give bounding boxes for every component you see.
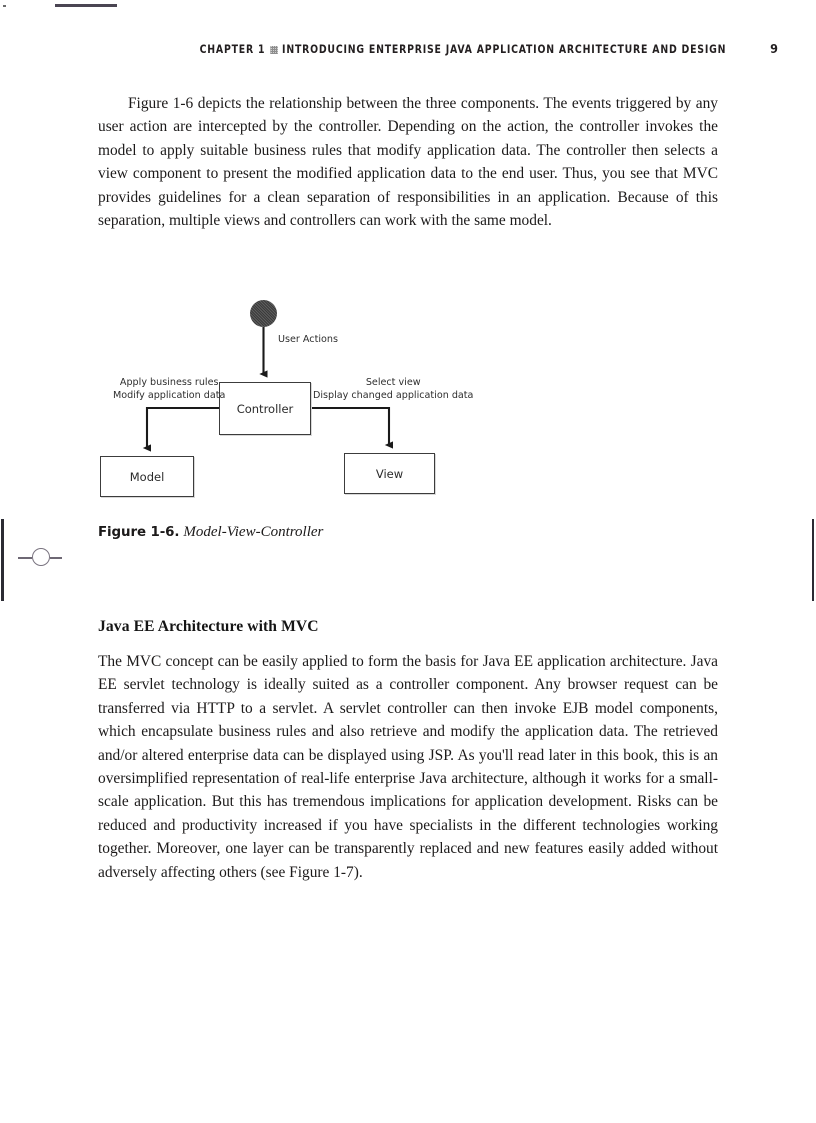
bleed-bar-right	[812, 519, 814, 601]
figure-label-user-actions: User Actions	[278, 334, 338, 345]
content-block-intro	[98, 92, 718, 232]
running-head	[98, 41, 778, 56]
registration-circle	[32, 548, 50, 566]
figure-label-view-flow	[313, 377, 473, 402]
registration-dash-right	[50, 557, 62, 559]
figure-box-model-label: Model	[129, 469, 165, 484]
figure-box-view-label: View	[375, 466, 404, 481]
figure-box-controller	[219, 382, 311, 435]
page-number: 9	[770, 41, 778, 56]
registration-mark	[18, 545, 62, 573]
figure-caption-label: Figure 1-6.	[98, 525, 180, 540]
chapter-dingbat-icon	[270, 46, 277, 54]
running-head-chapter: CHAPTER 1	[199, 43, 266, 56]
figure-label-model-flow	[113, 377, 225, 402]
crop-mark-top	[55, 4, 117, 7]
user-node-icon	[250, 300, 277, 327]
figure-box-view	[344, 453, 435, 494]
figure-label-model-flow-line2: Modify application data	[113, 389, 226, 401]
figure-label-view-flow-line2: Display changed application data	[313, 389, 474, 401]
figure-box-controller-label: Controller	[236, 401, 294, 416]
figure-label-view-flow-line1: Select view	[365, 377, 421, 388]
paragraph-intro: Figure 1-6 depicts the relationship between the three components. The events triggered by any user action are intercepted by the controller. Depending on the action, the controller invokes the model to apply suitable business rules that modify application data. The controller then selects a view component to present the modified application data to the end user. Thus, you see that MVC provides guidelines for a clean separation of responsibilities in an application. Because of this separation, multiple views and controllers can work with the same model.	[98, 95, 718, 230]
crop-dot-top-left	[3, 5, 6, 7]
section-heading-java-ee: Java EE Architecture with MVC	[98, 618, 319, 635]
figure-box-model	[100, 456, 194, 497]
running-head-text	[199, 43, 726, 56]
paragraph-java-ee: The MVC concept can be easily applied to form the basis for Java EE application architecture. Java EE servlet technology is ideally suited as a controller component. Any browser request can be transferred via HTTP to a servlet. A servlet controller can then invoke EJB model components, which encapsulate business rules and also retrieve and modify the application data. The retrieved and/or altered enterprise data can be displayed using JSP. As you'll read later in this book, this is an oversimplified representation of real-life enterprise Java architecture, although it works for a small-scale application. But this has tremendous implications for application development. Risks can be reduced and productivity increased if you have specialists in the different technologies working together. Moreover, one layer can be transparently replaced and new features easily added without adversely affecting others (see Figure 1-7).	[98, 653, 718, 881]
registration-dash-left	[18, 557, 32, 559]
running-head-title: INTRODUCING ENTERPRISE JAVA APPLICATION ARCHITECTURE AND DESIGN	[281, 43, 726, 56]
figure-caption-title: Model-View-Controller	[183, 524, 324, 540]
figure-caption	[98, 524, 323, 541]
figure-label-model-flow-line1: Apply business rules	[119, 377, 219, 388]
content-block-java-ee	[98, 650, 718, 884]
bleed-bar-left	[1, 519, 4, 601]
